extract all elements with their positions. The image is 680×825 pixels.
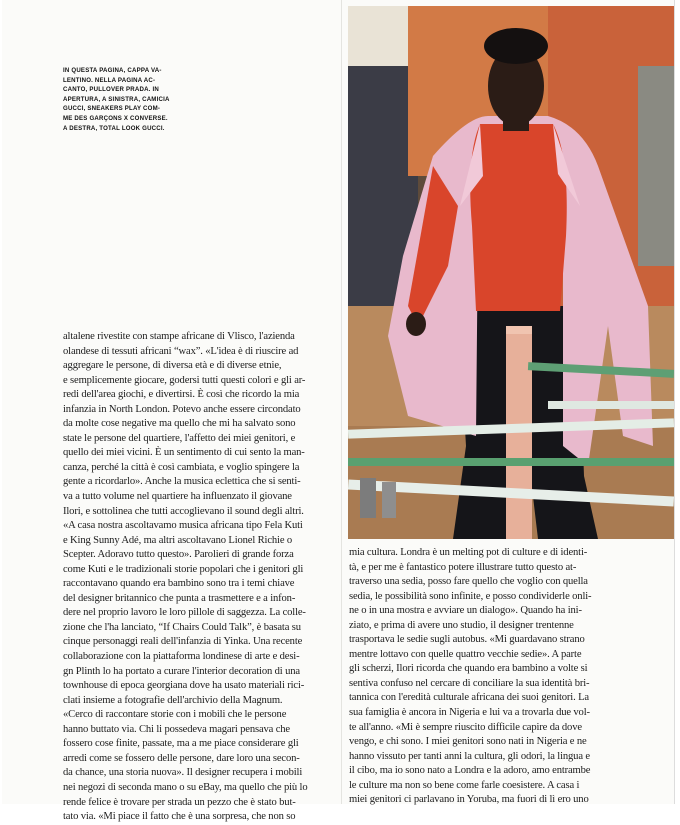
text-line: trasportava le sedie sugli autobus. «Mi guardavano strano bbox=[349, 634, 585, 646]
text-line: tà, e per me è fantastico potere illustrare tutto questo at- bbox=[349, 561, 577, 573]
caption-line: ME DES GARÇONS X CONVERSE. bbox=[63, 114, 168, 122]
article-column-right bbox=[349, 546, 674, 808]
text-line: come Kuti e le tradizionali storie popolari che i genitori gli bbox=[63, 563, 304, 575]
caption-line: GUCCI, SNEAKERS PLAY COM- bbox=[63, 105, 161, 113]
text-line: il cibo, ma io sono nato a Londra e la adoro, amo entrambe bbox=[349, 765, 591, 777]
text-line: miei genitori ci parlavano in Yoruba, ma fuori di lì ero uno bbox=[349, 794, 589, 806]
text-line: traverso una sedia, posso fare quello che voglio con quella bbox=[349, 576, 588, 588]
text-line: raccontavano quando era bambino sono tra i temi chiave bbox=[63, 578, 295, 590]
text-line: ziato, e prima di avere uno studio, il designer trentenne bbox=[349, 619, 574, 631]
text-line: sedia, le possibilità sono infinite, e posso condividerle onli- bbox=[349, 590, 592, 602]
text-line: olandese di tessuti africani “wax”. «L'idea è di riuscire ad bbox=[63, 345, 299, 357]
text-line: dere nel proprio lavoro le loro pillole di saggezza. La colle- bbox=[63, 607, 306, 619]
text-line: da chance, una storia nuova». Il designer recupera i mobili bbox=[63, 767, 303, 779]
text-line: mia cultura. Londra è un melting pot di culture e di identi- bbox=[349, 547, 588, 558]
caption-line: A DESTRA, TOTAL LOOK GUCCI. bbox=[63, 124, 165, 132]
text-line: canza, perché la città è così cambiata, e voglio spingere la bbox=[63, 461, 300, 473]
text-line: gente a ricordarlo». Anche la musica eclettica che si senti- bbox=[63, 476, 301, 488]
text-line: aggregare le persone, di diversa età e di diverse etnie, bbox=[63, 360, 282, 372]
caption-line: CANTO, PULLOVER PRADA. IN bbox=[63, 86, 159, 94]
caption-line: APERTURA, A SINISTRA, CAMICIA bbox=[63, 95, 170, 103]
text-line: collaborazione con la piattaforma londinese di arte e desi- bbox=[63, 651, 300, 663]
text-line: cinque personaggi reali dell'infanzia di Yinka. Una recente bbox=[63, 636, 303, 648]
caption-line: LENTINO. NELLA PAGINA AC- bbox=[63, 76, 156, 84]
text-line: Scepter. Adoravo tutto questo». Parolieri di grande forza bbox=[63, 549, 294, 561]
text-line: arredi come se fossero delle persone, dare loro una secon- bbox=[63, 752, 300, 764]
text-line: townhouse di epoca georgiana dove ha usato materiali rici- bbox=[63, 680, 305, 692]
text-line: quello dei miei vicini. È un sentimento di cui sento la man- bbox=[63, 447, 305, 459]
text-line: va a tutto volume nel quartiere ha influenzato il giovane bbox=[63, 491, 292, 503]
text-line: infanzia in North London. Potevo anche essere circondato bbox=[63, 403, 301, 415]
text-line: vengo, e chi sono. I miei genitori sono nati in Nigeria e ne bbox=[349, 736, 587, 748]
text-line: Ilori, e sottolinea che tutti accoglievano il sound degli altri. bbox=[63, 505, 304, 517]
text-line: «Cerco di raccontare storie con i mobili che le persone bbox=[63, 709, 287, 721]
text-line: «A casa nostra ascoltavamo musica africana tipo Fela Kuti bbox=[63, 520, 303, 532]
text-line: state le persone del quartiere, l'affetto dei miei genitori, e bbox=[63, 432, 296, 444]
text-line: tannica con l'eredità culturale africana dei suoi genitori. La bbox=[349, 692, 589, 704]
photo-caption bbox=[63, 66, 191, 133]
text-line: e semplicemente giocare, godersi tutti questi colori e gli ar- bbox=[63, 374, 306, 386]
text-line: te all'anno. «Mi è sempre riuscito difficile capire da dove bbox=[349, 721, 582, 733]
column-gutter bbox=[341, 0, 342, 804]
text-line: gli scherzi, Ilori ricorda che quando era bambino a volte si bbox=[349, 663, 588, 675]
text-line: le culture ma non so bene come farle coesistere. A casa i bbox=[349, 779, 580, 791]
text-line: del designer britannico che punta a trasmettere e a infon- bbox=[63, 592, 296, 604]
text-line: sentiva confuso nel cercare di conciliare la sua identità bri- bbox=[349, 677, 590, 689]
text-line: e King Sunny Adé, ma altri ascoltavano Lionel Richie o bbox=[63, 534, 293, 546]
caption-line: IN QUESTA PAGINA, CAPPA VA- bbox=[63, 67, 162, 74]
text-line: da molte cose negative ma quello che mi ha salvato sono bbox=[63, 418, 296, 430]
article-column-left bbox=[63, 330, 337, 825]
text-line: redi dell'area giochi, e divertirsi. È così che ricordo la mia bbox=[63, 389, 300, 401]
fashion-photo bbox=[348, 6, 674, 539]
text-line: hanno vissuto per tanti anni la cultura, gli odori, la lingua e bbox=[349, 750, 590, 762]
text-line: ne o in una mostra e avviare un dialogo». Quando ha ini- bbox=[349, 605, 582, 617]
text-line: altalene rivestite con stampe africane di Vlisco, l'azienda bbox=[63, 331, 295, 342]
text-line: clati insieme a fotografie dell'archivio della Magnum. bbox=[63, 694, 283, 706]
text-line: gn Plinth lo ha portato a curare l'interior decoration di una bbox=[63, 665, 300, 677]
text-line: tato via. «Mi piace il fatto che è una sorpresa, che non so bbox=[63, 811, 296, 823]
text-line: rende felice è trovare per strada un pezzo che è stato but- bbox=[63, 796, 296, 808]
text-line: sua famiglia è ancora in Nigeria e lui va a trovarla due vol- bbox=[349, 707, 590, 719]
text-line: nei negozi di seconda mano o su eBay, ma quello che più lo bbox=[63, 781, 308, 793]
text-line: hanno buttato via. Chi li possedeva magari pensava che bbox=[63, 723, 290, 735]
text-line: mentre lottavo con quelle quattro vecchie sedie». A parte bbox=[349, 648, 582, 660]
text-line: fossero cose finite, passate, ma a me piace considerare gli bbox=[63, 738, 299, 750]
text-line: zione che l'ha lanciato, “If Chairs Could Talk”, è basata su bbox=[63, 621, 301, 633]
